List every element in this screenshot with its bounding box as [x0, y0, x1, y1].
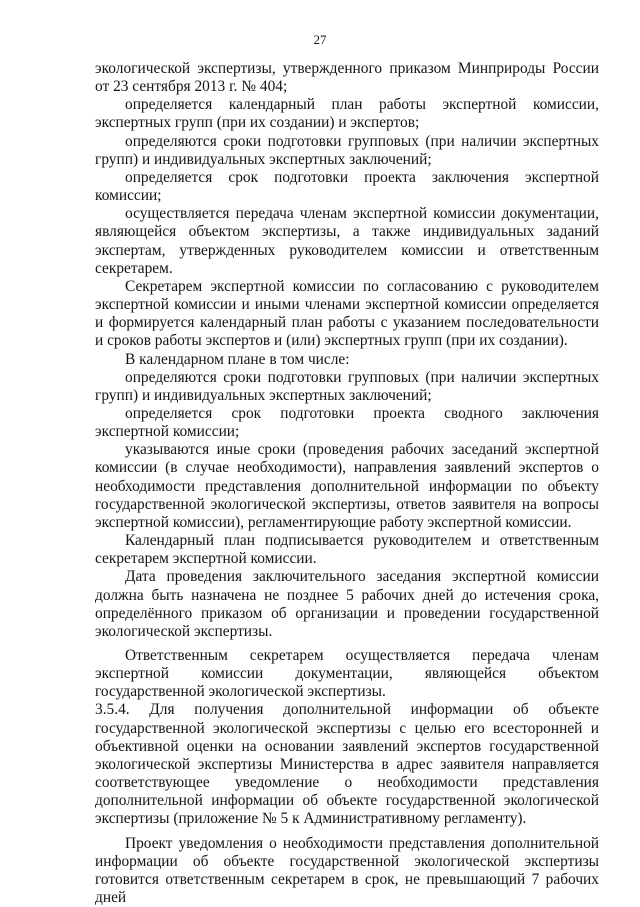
paragraph: Календарный план подписывается руководителем и ответственным секретарем экспертной комиссии.: [95, 532, 599, 568]
paragraph: Секретарем экспертной комиссии по согласованию с руководителем экспертной комиссии и иными членами экспертной комиссии определяется и формируется календарный план работы с указанием последовательности и сроков работы экспертов и (или) экспертных групп (при их создании).: [95, 277, 599, 350]
section-paragraph-3-5-4: 3.5.4. Для получения дополнительной информации об объекте государственной экологической экспертизы с целью его всесторонней и объективной оценки на основании заявлений экспертов государственной экологической экспертизы Министерства в адрес заявителя направляется соответствующее уведомление о необходимости представления дополнительной информации об объекте государственной экологической экспертизы (приложение № 5 к Административному регламенту).: [95, 701, 599, 828]
paragraph: определяется календарный план работы экспертной комиссии, экспертных групп (при их создании) и экспертов;: [95, 96, 599, 132]
document-body: [95, 60, 599, 907]
paragraph: указываются иные сроки (проведения рабочих заседаний экспертной комиссии (в случае необходимости), направления заявлений экспертов о необходимости представления дополнительной информации по объекту государственной экологической экспертизы, ответов заявителя на вопросы экспертной комиссии), регламентирующие работу экспертной комиссии.: [95, 441, 599, 531]
paragraph: определяются сроки подготовки групповых (при наличии экспертных групп) и индивидуальных экспертных заключений;: [95, 368, 599, 404]
paragraph: определяется срок подготовки проекта сводного заключения экспертной комиссии;: [95, 404, 599, 441]
paragraph: осуществляется передача членам экспертной комиссии документации, являющейся объектом экспертизы, а также индивидуальных заданий экспертам, утвержденных руководителем комиссии и ответственным секретарем.: [95, 205, 599, 277]
paragraph: Дата проведения заключительного заседания экспертной комиссии должна быть назначена не позднее 5 рабочих дней до истечения срока, определённого приказом об организации и проведении государственной экологической экспертизы.: [95, 568, 599, 640]
page-number: 27: [313, 32, 327, 47]
paragraph: Ответственным секретарем осуществляется передача членам экспертной комиссии документации, являющейся объектом государственной экологической экспертизы.: [95, 647, 599, 701]
paragraph: определяются сроки подготовки групповых (при наличии экспертных групп) и индивидуальных экспертных заключений;: [95, 132, 599, 168]
paragraph: определяется срок подготовки проекта заключения экспертной комиссии;: [95, 168, 599, 205]
paragraph: Проект уведомления о необходимости представления дополнительной информации об объекте государственной экологической экспертизы готовится ответственным секретарем в срок, не превышающий 7 рабочих дней: [95, 834, 599, 907]
paragraph: В календарном плане в том числе:: [125, 350, 350, 368]
paragraph: экологической экспертизы, утвержденного приказом Минприроды России от 23 сентября 2013 г. № 404;: [95, 60, 599, 96]
